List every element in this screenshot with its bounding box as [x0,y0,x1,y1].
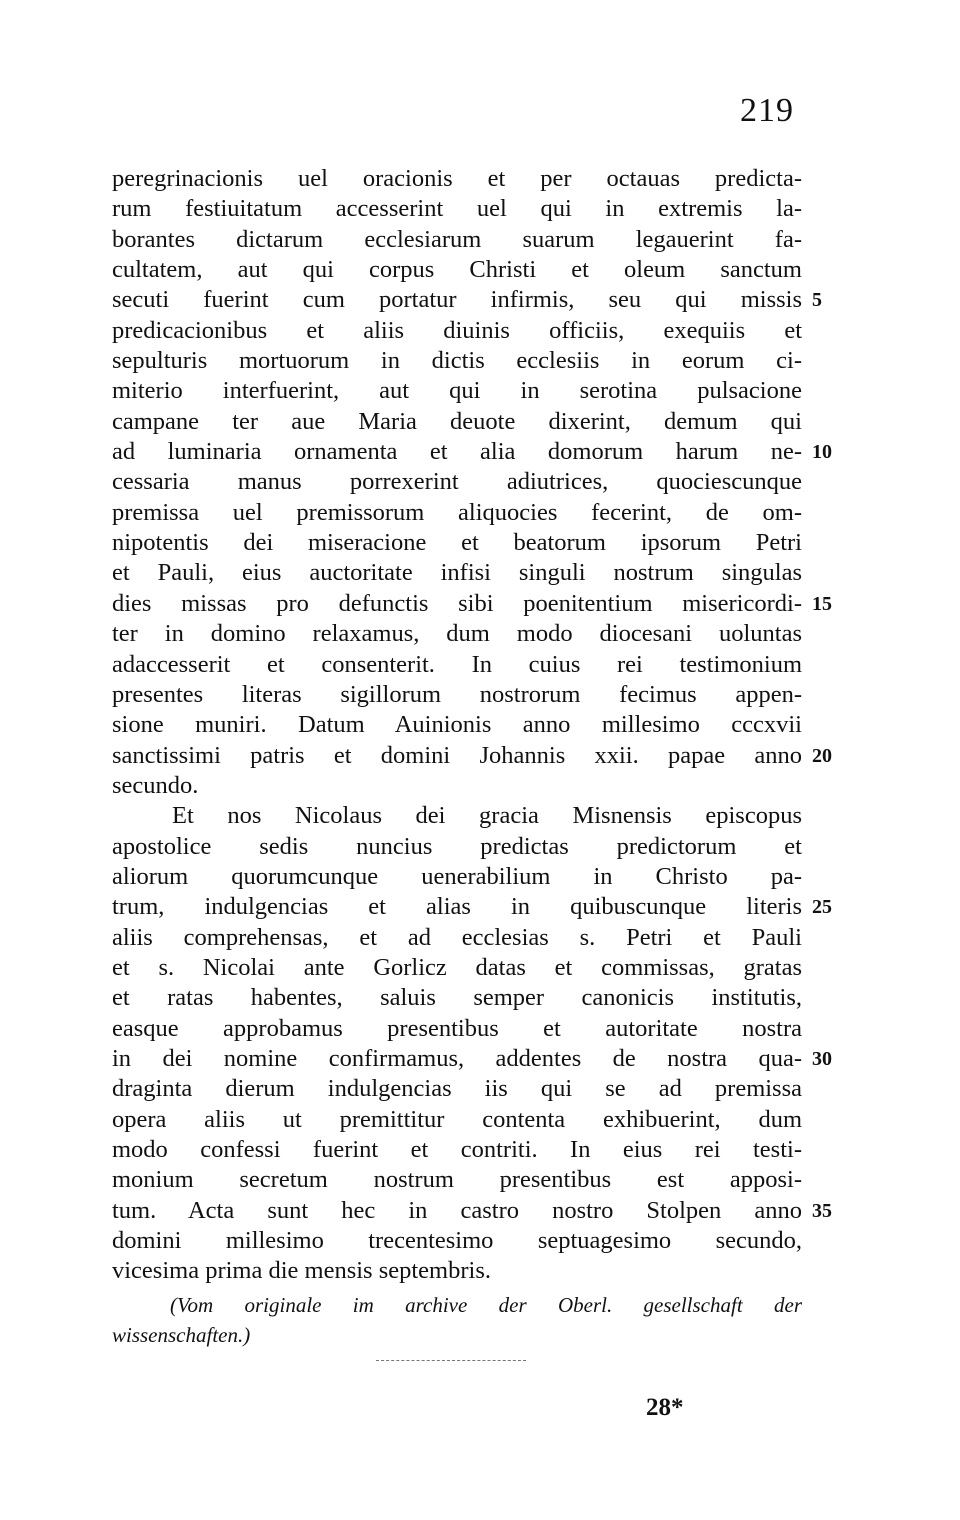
line-number: 20 [812,744,832,767]
text-line: borantes dictarum ecclesiarum suarum legauerint fa- [112,225,802,253]
main-text [112,164,832,1287]
text-line: modo confessi fuerint et contriti. In eius rei testi- [112,1136,802,1163]
text-line: vicesima prima die mensis septembris. [112,1257,491,1285]
text-line: trum, indulgencias et alias in quibuscunque literis [112,893,802,921]
text-line: et ratas habentes, saluis semper canonicis institutis, [112,984,802,1012]
text-line-row [112,285,822,315]
text-line-row [112,1196,832,1226]
source-note-line: (Vom originale im archive der Oberl. gesellschaft der [170,1293,802,1317]
text-line: monium secretum nostrum presentibus est apposi- [112,1166,802,1194]
text-line-row [112,437,832,467]
source-note-line: wissenschaften.) [112,1323,251,1347]
text-line: Et nos Nicolaus dei gracia Misnensis episcopus [172,802,802,830]
text-line: aliis comprehensas, et ad ecclesias s. Petri et Pauli [112,923,802,951]
text-line: in dei nomine confirmamus, addentes de nostra qua- [112,1044,802,1072]
text-line: aliorum quorumcunque uenerabilium in Christo pa- [112,862,802,890]
line-number: 25 [812,896,832,919]
line-number: 30 [812,1047,832,1070]
source-note [112,1290,802,1350]
text-line: secundo. [112,771,199,799]
text-line: opera aliis ut premittitur contenta exhibuerint, dum [112,1105,802,1133]
text-line: campane ter aue Maria deuote dixerint, demum qui [112,407,802,435]
text-line: premissa uel premissorum aliquocies fecerint, de om- [112,498,802,526]
text-line: adaccesserit et consenterit. In cuius rei testimonium [112,650,802,678]
text-line: miterio interfuerint, aut qui in serotina pulsacione [112,377,802,405]
text-line: ter in domino relaxamus, dum modo diocesani uoluntas [112,620,802,648]
divider [376,1360,526,1361]
text-line: nipotentis dei miseracione et beatorum ipsorum Petri [112,529,802,557]
text-line: domini millesimo trecentesimo septuagesimo secundo, [112,1227,802,1255]
text-line: apostolice sedis nuncius predictas predictorum et [112,832,802,860]
line-number: 35 [812,1199,832,1222]
text-line: dies missas pro defunctis sibi poenitentium misericordi- [112,589,802,617]
page-number: 219 [740,92,794,129]
text-line-row [112,1044,832,1074]
text-line: et Pauli, eius auctoritate infisi singuli nostrum singulas [112,559,802,587]
text-line: et s. Nicolai ante Gorlicz datas et commissas, gratas [112,953,802,981]
text-line: cultatem, aut qui corpus Christi et oleum sanctum [112,256,802,284]
text-line-row [112,589,832,619]
text-line: cessaria manus porrexerint adiutrices, quociescunque [112,468,802,496]
line-number: 15 [812,592,832,615]
text-line: tum. Acta sunt hec in castro nostro Stolpen anno [112,1196,802,1224]
text-line: sanctissimi patris et domini Johannis xxii. papae anno [112,741,802,769]
line-number: 5 [812,289,822,312]
text-line: easque approbamus presentibus et autoritate nostra [112,1014,802,1042]
text-line: peregrinacionis uel oracionis et per octauas predicta- [112,165,802,192]
text-line-row [112,892,832,922]
text-line: sione muniri. Datum Auinionis anno millesimo cccxvii [112,711,802,739]
text-line: secuti fuerint cum portatur infirmis, seu qui missis [112,286,802,314]
text-line-row [112,741,832,771]
text-line: presentes literas sigillorum nostrorum fecimus appen- [112,680,802,708]
text-line: rum festiuitatum accesserint uel qui in extremis la- [112,195,802,223]
text-line: predicacionibus et aliis diuinis officiis, exequiis et [112,316,802,344]
text-line: sepulturis mortuorum in dictis ecclesiis in eorum ci- [112,347,802,375]
text-line: ad luminaria ornamenta et alia domorum harum ne- [112,438,802,466]
line-number: 10 [812,441,832,464]
text-line: draginta dierum indulgencias iis qui se ad premissa [112,1075,802,1103]
signature-mark: 28* [646,1394,684,1421]
